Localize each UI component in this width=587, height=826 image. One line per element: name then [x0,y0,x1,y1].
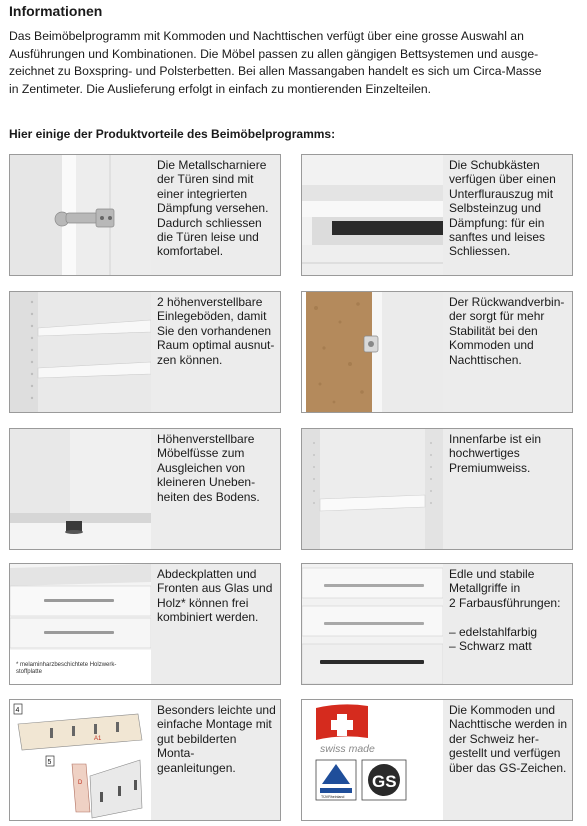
swiss-flag-icon [316,704,368,740]
tuv-logo-icon [316,760,356,800]
swiss-made-label: swiss made [320,743,375,755]
feature-card-handles [301,563,573,685]
feature-card-hinges [9,154,281,276]
feature-card-fronts [9,563,281,685]
intro-paragraph [9,28,581,98]
gs-label: GS [372,772,397,791]
feature-card-assembly [9,699,281,821]
intro-line: in Zentimeter. Die Auslieferung erfolgt in einfach zu montierenden Einzelteilen. [9,81,432,96]
feature-text: Innenfarbe ist ein hochwertiges Premiumweiss. [443,429,572,549]
handles-photo [302,564,443,684]
feet-photo [10,429,151,549]
assembly-photo [10,700,151,820]
intro-line: Das Beimöbelprogramm mit Kommoden und Nachttischen verfügt über eine grosse Auswahl an [9,29,524,43]
logos-panel [302,700,443,820]
feature-text: Der Rückwandverbin- der sorgt für mehr Stabilität bei den Kommoden und Nachttischen. [443,292,572,412]
feature-card-drawers [301,154,573,276]
feature-text: Edle und stabile Metallgriffe in 2 Farbausführungen: – edelstahlfarbig – Schwarz matt [443,564,572,684]
feature-text: 2 höhenverstellbare Einlegeböden, damit Sie den vorhandenen Raum optimal ausnut- zen können. [151,292,280,412]
feature-text: Die Schubkästen verfügen über einen Unterflurauszug mit Selbsteinzug und Dämpfung: für ein sanftes und leises Schliessen. [443,155,572,275]
hinge-photo [10,155,151,275]
feature-text: Abdeckplatten und Fronten aus Glas und Holz* können frei kombiniert werden. [151,564,280,684]
feature-text: Die Metallscharniere der Türen sind mit einer integrierten Dämpfung versehen. Dadurch schliessen die Türen leise und komfortabel. [151,155,280,275]
feature-card-swissmade [301,699,573,821]
feature-card-shelves [9,291,281,413]
feature-card-innercolor [301,428,573,550]
feature-card-backpanel [301,291,573,413]
section-subheading: Hier einige der Produktvorteile des Beimöbelprogramms: [9,127,336,141]
feature-text: Höhenverstellbare Möbelfüsse zum Ausgleichen von kleineren Uneben- heiten des Bodens. [151,429,280,549]
page-title: Informationen [9,3,103,19]
feature-text: Die Kommoden und Nachttische werden in der Schweiz her- gestellt und verfügen über das GS-Zeichen. [443,700,572,820]
part-label: D [78,780,83,786]
fronts-photo [10,564,151,684]
gs-logo-icon [362,760,406,800]
step-label: 4 [15,707,20,714]
drawer-photo [302,155,443,275]
backpanel-photo [302,292,443,412]
interior-photo [302,429,443,549]
feature-text: Besonders leichte und einfache Montage mit gut bebilderten Monta- geanleitungen. [151,700,280,820]
feature-card-feet [9,428,281,550]
shelves-photo [10,292,151,412]
footnote: * melaminharzbeschichtete Holzwerk- stoffplatte [16,662,117,675]
assembly-illustration [10,700,151,820]
step-label: 5 [47,759,52,766]
tuv-label: TÜVRheinland [321,795,345,799]
part-label: A1 [94,736,102,742]
intro-line: Ausführungen und Kombinationen. Die Möbel passen zu allen gängigen Bettsystemen und ausge- [9,46,539,61]
intro-line: zeichnet zu Boxspring- und Polsterbetten. Bei allen Massangaben handelt es sich um Circa-Masse [9,64,542,79]
